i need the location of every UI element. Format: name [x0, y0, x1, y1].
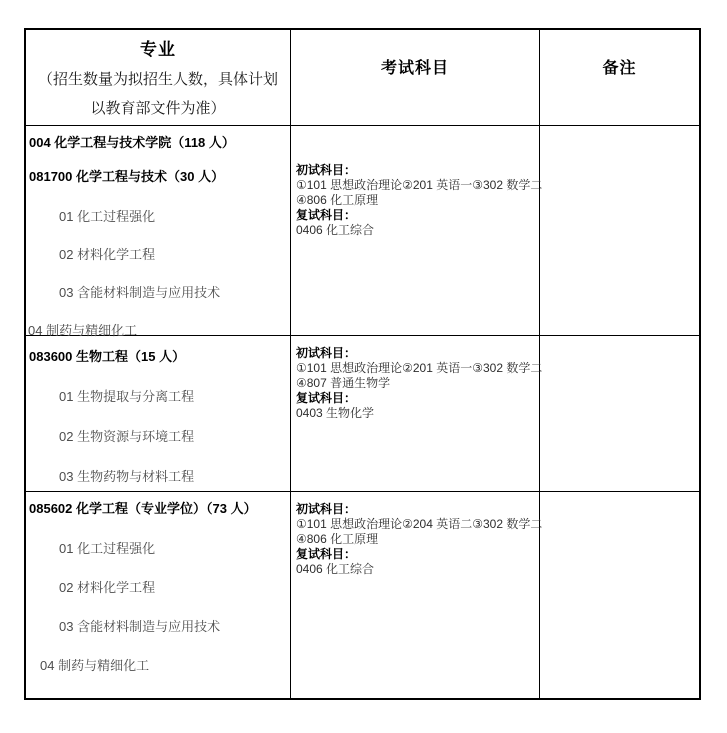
research-direction: 03 含能材料制造与应用技术 [59, 285, 221, 300]
remark-cell [540, 336, 699, 491]
program-title: 081700 化学工程与技术（30 人） [29, 169, 225, 184]
major-cell [26, 126, 291, 338]
initial-exam-subjects-line2: ④806 化工原理 [296, 532, 379, 546]
major-column-note-line2: 以教育部文件为准） [90, 100, 226, 117]
research-direction: 02 材料化学工程 [59, 247, 156, 262]
research-direction: 04 制药与精细化工 [28, 323, 138, 338]
retest-exam-label: 复试科目： [296, 208, 357, 222]
program-title: 085602 化学工程（专业学位）（73 人） [29, 501, 257, 516]
initial-exam-subjects-line1: ①101 思想政治理论②201 英语一③302 数学二 [296, 178, 543, 192]
retest-exam-label: 复试科目： [296, 391, 357, 405]
department-title: 004 化学工程与技术学院（118 人） [29, 135, 235, 150]
research-direction: 03 生物药物与材料工程 [59, 469, 195, 484]
exam-cell [291, 126, 543, 335]
initial-exam-subjects-line2: ④806 化工原理 [296, 193, 379, 207]
research-direction: 01 化工过程强化 [59, 209, 156, 224]
major-cell [26, 492, 291, 698]
major-column-note-line1: （招生数量为拟招生人数，具体计划 [37, 71, 278, 88]
retest-exam-label: 复试科目： [296, 547, 357, 561]
initial-exam-label: 初试科目： [296, 163, 357, 177]
admissions-table [24, 28, 701, 700]
remark-cell [540, 126, 699, 335]
remark-column-title: 备注 [602, 60, 637, 77]
major-column-title: 专业 [140, 40, 176, 59]
research-direction: 03 含能材料制造与应用技术 [59, 619, 221, 634]
initial-exam-label: 初试科目： [296, 502, 357, 516]
remark-cell [540, 492, 699, 698]
initial-exam-label: 初试科目： [296, 346, 357, 360]
initial-exam-subjects-line1: ①101 思想政治理论②201 英语一③302 数学二 [296, 361, 543, 375]
table-row-083600 [26, 336, 699, 492]
initial-exam-subjects-line1: ①101 思想政治理论②204 英语二③302 数学二 [296, 517, 543, 531]
program-title: 083600 生物工程（15 人） [29, 349, 186, 364]
exam-cell [291, 492, 543, 698]
research-direction: 02 生物资源与环境工程 [59, 429, 195, 444]
exam-cell [291, 336, 543, 491]
research-direction: 04 制药与精细化工 [40, 658, 150, 673]
major-cell [26, 336, 291, 491]
retest-exam-subjects: 0406 化工综合 [296, 223, 375, 237]
exam-column-title: 考试科目 [380, 60, 449, 77]
research-direction: 02 材料化学工程 [59, 580, 156, 595]
research-direction: 01 生物提取与分离工程 [59, 389, 195, 404]
table-header-row [26, 30, 699, 126]
initial-exam-subjects-line2: ④807 普通生物学 [296, 376, 391, 390]
retest-exam-subjects: 0403 生物化学 [296, 406, 375, 420]
table-row-085602 [26, 492, 699, 698]
retest-exam-subjects: 0406 化工综合 [296, 562, 375, 576]
header-cell-exam [291, 30, 540, 125]
header-cell-remark [540, 30, 699, 125]
header-cell-major [26, 30, 291, 125]
table-row-081700 [26, 126, 699, 336]
research-direction: 01 化工过程强化 [59, 541, 156, 556]
